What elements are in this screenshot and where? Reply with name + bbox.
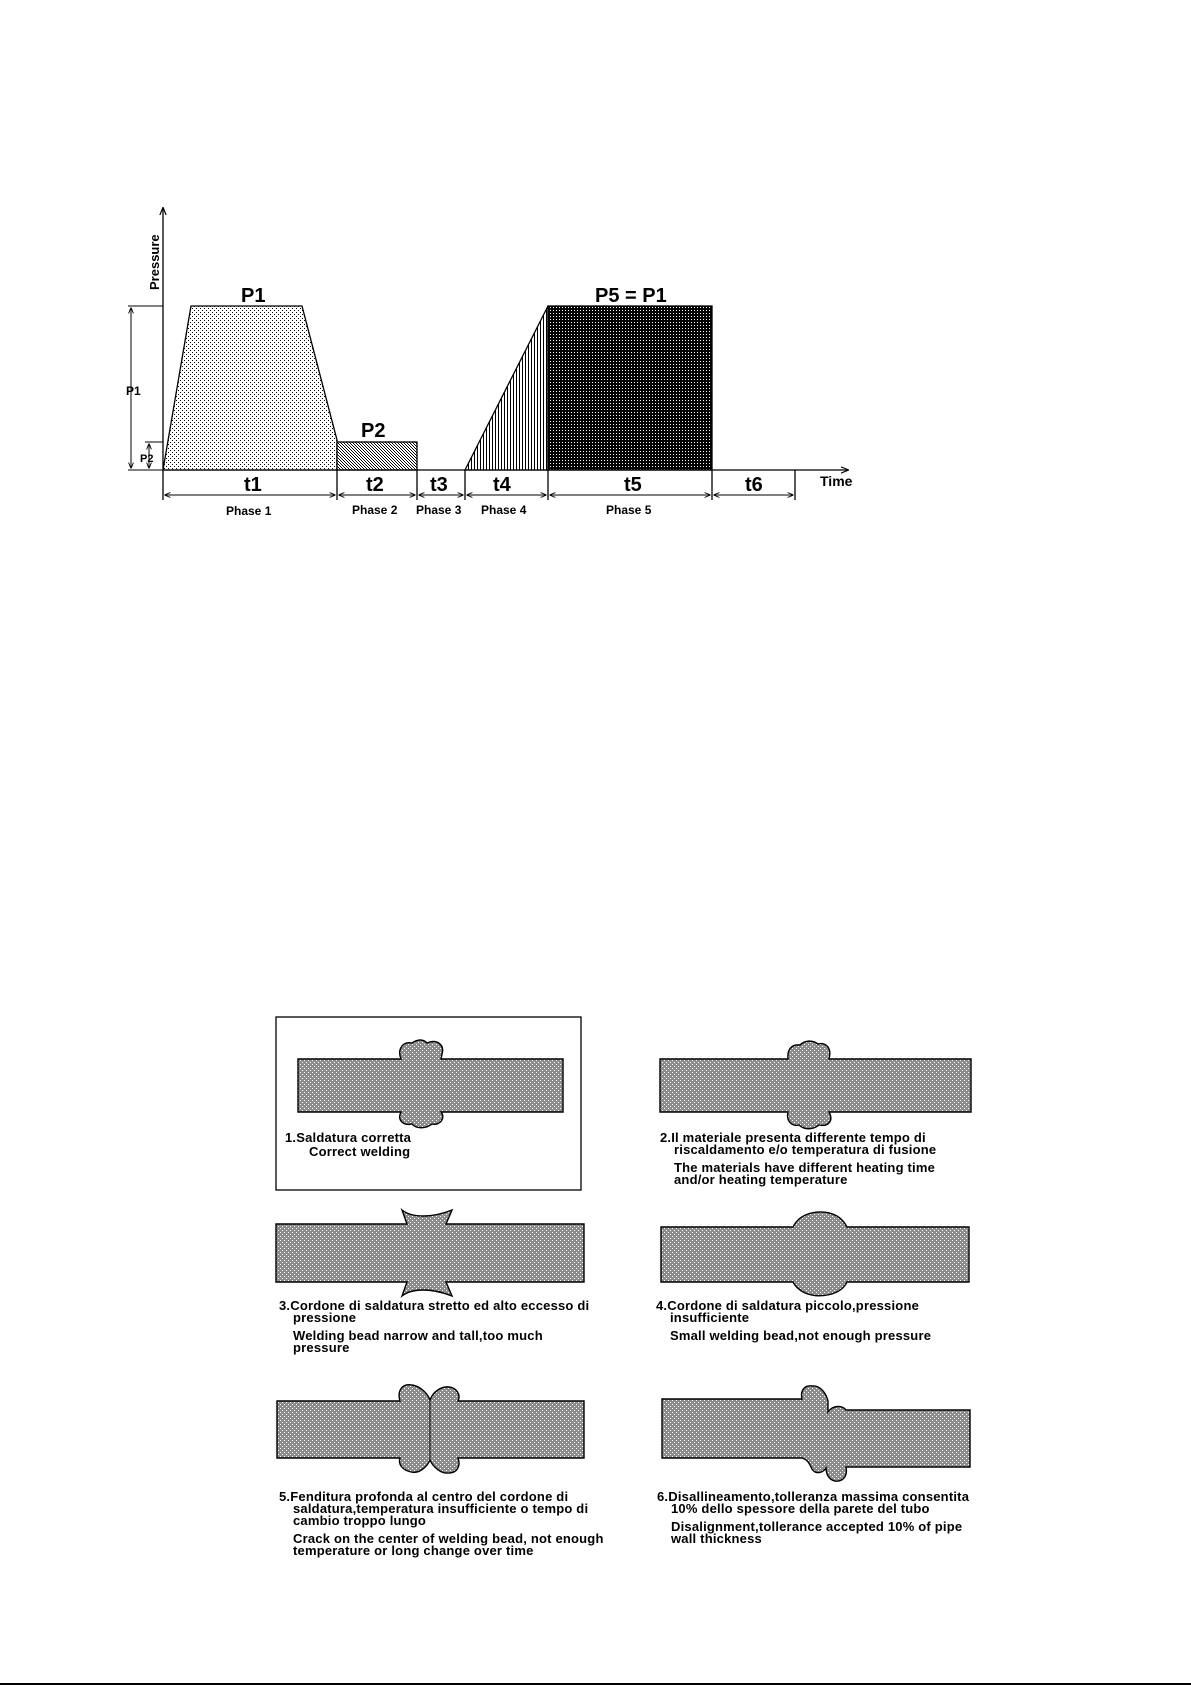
interval-label-t2: t2 — [366, 474, 384, 496]
caption-5-number: 5. — [279, 1489, 291, 1504]
phase-label-3: Phase 3 — [416, 503, 462, 517]
y-axis-title: Pressure — [147, 234, 162, 290]
interval-label-t5: t5 — [624, 474, 642, 496]
phase-label-4: Phase 4 — [481, 503, 527, 517]
weld-caption-4 — [656, 1300, 986, 1342]
label-p1: P1 — [241, 285, 266, 307]
phase2-area — [337, 442, 417, 470]
phase-label-2: Phase 2 — [352, 503, 398, 517]
weld-drawing-5 — [277, 1385, 584, 1473]
label-p5: P5 = P1 — [595, 285, 667, 307]
weld-drawing-1 — [298, 1040, 563, 1128]
caption-4-italian-text: Cordone di saldatura piccolo,pressione insufficiente — [667, 1298, 920, 1325]
weld-caption-1 — [285, 1132, 575, 1158]
caption-3-number: 3. — [279, 1298, 291, 1313]
caption-4-number: 4. — [656, 1298, 668, 1313]
phase1-area — [163, 306, 337, 470]
caption-3-italian-text: Cordone di saldatura stretto ed alto eccesso di pressione — [290, 1298, 590, 1325]
phase5-area — [548, 306, 712, 470]
caption-1-english: Correct welding — [309, 1144, 411, 1159]
interval-label-t3: t3 — [430, 474, 448, 496]
x-axis-title: Time — [820, 473, 853, 489]
caption-6-english: Disalignment,tollerance accepted 10% of pipe wall thickness — [671, 1519, 963, 1546]
interval-label-t1: t1 — [244, 474, 262, 496]
caption-1-italian — [285, 1132, 575, 1144]
weld-caption-5 — [279, 1491, 609, 1557]
dim-label-p2: P2 — [140, 453, 154, 465]
caption-6-italian-text: Disallineamento,tolleranza massima consentita 10% dello spessore della parete del tubo — [668, 1489, 970, 1516]
caption-4-english: Small welding bead,not enough pressure — [670, 1328, 932, 1343]
caption-6-number: 6. — [657, 1489, 669, 1504]
caption-3-italian — [279, 1300, 597, 1324]
weld-drawing-3 — [276, 1210, 584, 1296]
weld-drawing-4 — [661, 1212, 969, 1296]
phase4-area — [465, 306, 548, 470]
caption-4-italian — [656, 1300, 986, 1324]
caption-2-italian-text: Il materiale presenta differente tempo di riscaldamento e/o temperatura di fusione — [671, 1130, 937, 1157]
caption-5-italian-text: Fenditura profonda al centro del cordone di saldatura,temperatura insufficiente o tempo di cambio troppo lungo — [290, 1489, 589, 1528]
phase-label-5: Phase 5 — [606, 503, 652, 517]
caption-3-english: Welding bead narrow and tall,too much pressure — [293, 1328, 543, 1355]
weld-drawing-2 — [660, 1041, 971, 1129]
pressure-time-diagram — [126, 208, 853, 518]
interval-label-t6: t6 — [745, 474, 763, 496]
caption-5-italian — [279, 1491, 609, 1527]
caption-1-italian-text: Saldatura corretta — [296, 1130, 412, 1145]
weld-drawing-6 — [662, 1386, 970, 1481]
phase-label-1: Phase 1 — [226, 504, 272, 518]
interval-label-t4: t4 — [493, 474, 511, 496]
weld-caption-3 — [279, 1300, 597, 1354]
weld-caption-2 — [660, 1132, 972, 1186]
caption-2-number: 2. — [660, 1130, 672, 1145]
caption-1-number: 1. — [285, 1130, 297, 1145]
caption-2-english: The materials have different heating time and/or heating temperature — [674, 1160, 936, 1187]
label-p2: P2 — [361, 420, 386, 442]
weld-caption-6 — [657, 1491, 979, 1545]
caption-5-english: Crack on the center of welding bead, not enough temperature or long change over time — [293, 1531, 604, 1558]
caption-6-italian — [657, 1491, 979, 1515]
dim-label-p1: P1 — [126, 384, 141, 398]
caption-2-italian — [660, 1132, 972, 1156]
weld-examples — [276, 1017, 971, 1481]
